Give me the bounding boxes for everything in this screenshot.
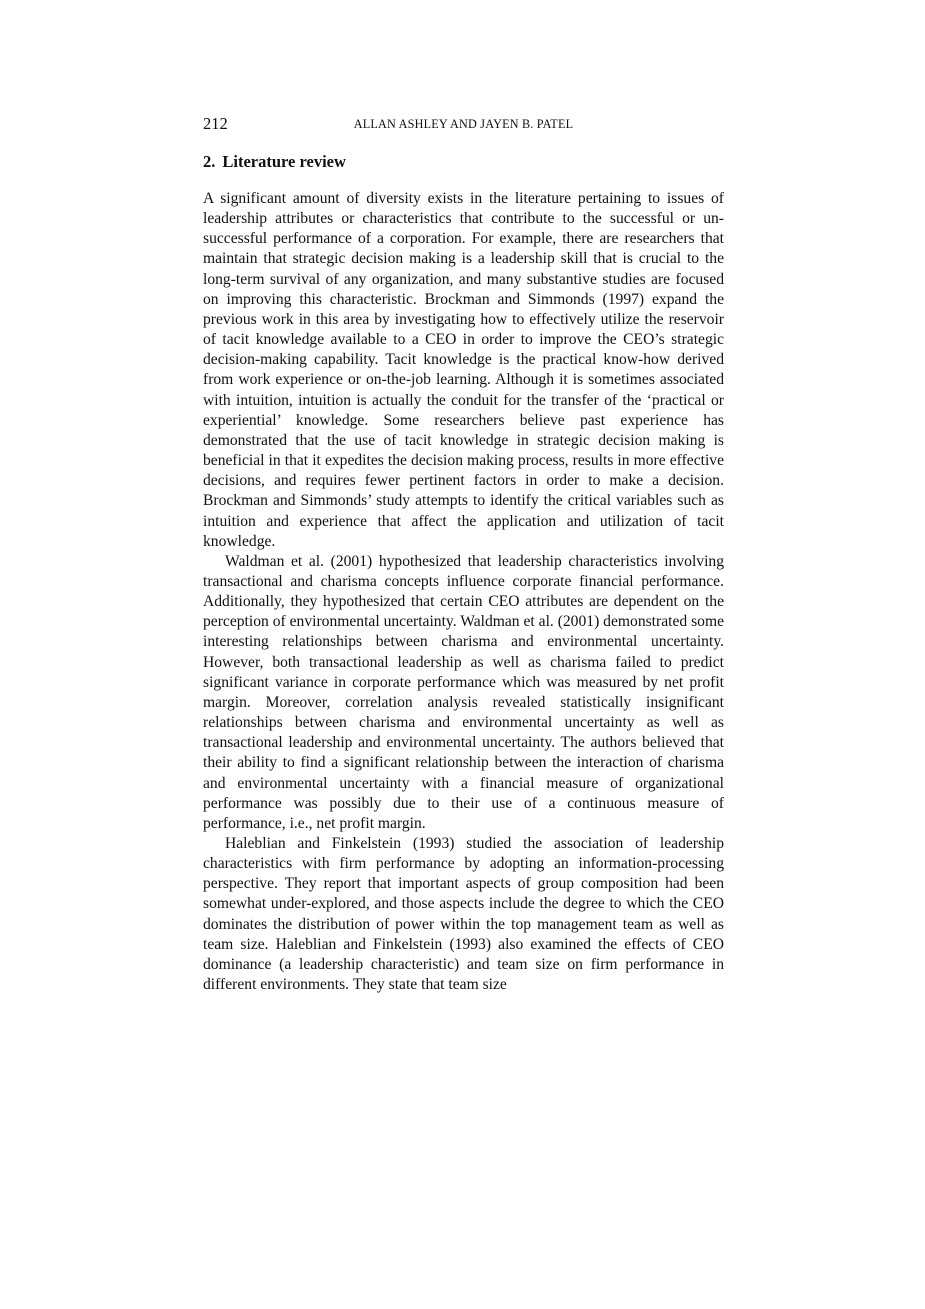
running-title: ALLAN ASHLEY AND JAYEN B. PATEL xyxy=(353,117,574,131)
running-head xyxy=(203,114,724,138)
section-number: 2. xyxy=(203,152,216,171)
paragraph: Haleblian and Finkelstein (1993) studied the association of leadership characteristics with firm performance by adopting an information-processing perspective. They report that important aspects of group composition had been somewhat under-explored, and those aspects include the degree to which the CEO dominates the distribution of power within the top management team as well as team size. Haleblian and Finkelstein (1993) also examined the effects of CEO dominance (a leadership characteristic) and team size on firm performance in different environments. They state that team size xyxy=(203,835,724,994)
page xyxy=(203,114,724,995)
section-heading xyxy=(203,152,724,172)
page-number: 212 xyxy=(203,114,228,133)
body-text xyxy=(203,189,724,995)
paragraph: A significant amount of diversity exists in the literature pertaining to issues of leadership attributes or characteristics that contribute to the successful or unsuccessful performance of a corporation. For example, there are researchers that maintain that strategic decision making is a leadership skill that is crucial to the long-term survival of any organization, and many substantive studies are focused on improving this characteristic. Brockman and Simmonds (1997) expand the previous work in this area by investigating how to effectively utilize the reservoir of tacit knowledge available to a CEO in order to improve the CEO’s strategic decision-making capability. Tacit knowledge is the practical know-how derived from work experience or on-the-job learning. Although it is sometimes associated with intuition, intuition is actually the conduit for the transfer of the ‘practical or experiential’ knowledge. Some researchers believe past experience has demonstrated that the use of tacit knowledge in strategic decision making is beneficial in that it expedites the decision making process, results in more effective decisions, and requires fewer pertinent factors in order to make a decision. Brockman and Simmonds’ study attempts to identify the critical variables such as intuition and experience that affect the application and utilization of tacit knowledge. xyxy=(203,190,724,550)
section-title: Literature review xyxy=(222,152,346,171)
paragraph: Waldman et al. (2001) hypothesized that leadership characteristics involving transactional and charisma concepts influence corporate financial performance. Additionally, they hypothesized that certain CEO attributes are dependent on the perception of environmental uncertainty. Waldman et al. (2001) demonstrated some interesting relationships between charisma and environmental uncertainty. However, both transactional leadership as well as charisma failed to predict significant variance in corporate performance which was measured by net profit margin. Moreover, correlation analysis revealed statistically insignificant relationships between charisma and environmental uncertainty as well as transactional leadership and environmental uncertainty. The authors believed that their ability to find a significant relationship between the interaction of charisma and environmental uncertainty with a financial measure of organizational performance was possibly due to their use of a continuous measure of performance, i.e., net profit margin. xyxy=(203,552,724,832)
